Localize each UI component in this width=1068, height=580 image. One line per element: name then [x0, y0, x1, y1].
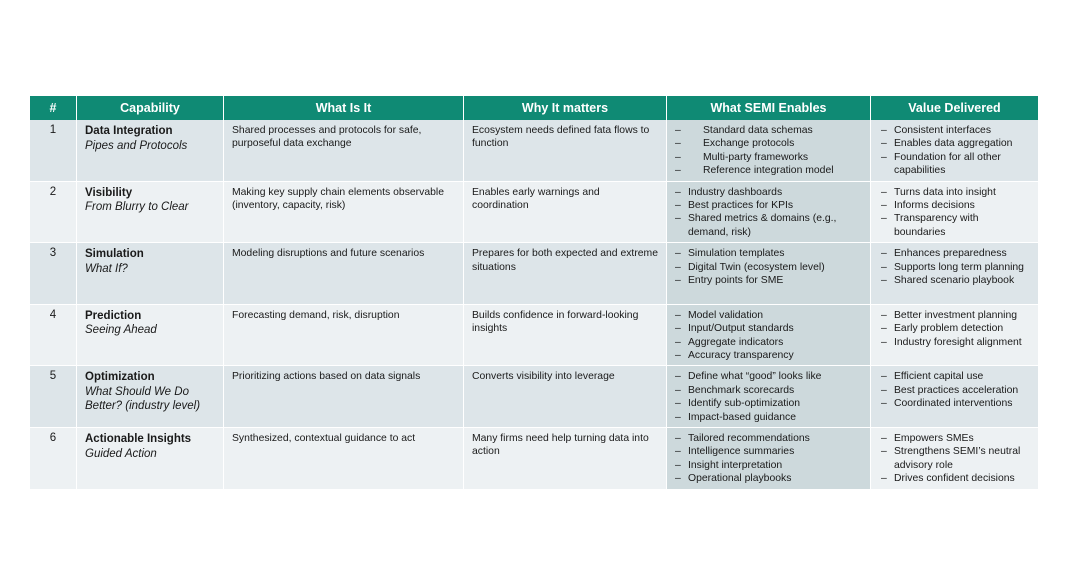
- value-delivered-list: [879, 309, 1030, 349]
- list-item: – Supports long term planning: [879, 261, 1030, 274]
- list-item: – Reference integration model: [673, 164, 862, 177]
- list-item: – Turns data into insight: [879, 186, 1030, 199]
- list-item: – Impact-based guidance: [673, 411, 862, 424]
- semi-enables-cell: [667, 366, 871, 428]
- semi-enables-cell: [667, 428, 871, 490]
- list-item: – Industry dashboards: [673, 186, 862, 199]
- capability-cell: [77, 305, 224, 367]
- semi-enables-list: [673, 186, 862, 240]
- why-it-matters-cell: Ecosystem needs defined fata flows to function: [464, 120, 667, 182]
- row-number-cell: 4: [30, 305, 77, 367]
- semi-enables-cell: [667, 243, 871, 305]
- why-it-matters-cell: Builds confidence in forward-looking insights: [464, 305, 667, 367]
- list-item: – Shared metrics & domains (e.g., demand, risk): [673, 212, 862, 239]
- semi-enables-cell: [667, 305, 871, 367]
- list-item: – Drives confident decisions: [879, 472, 1030, 485]
- capability-subtitle: Seeing Ahead: [85, 324, 157, 337]
- capability-title: Simulation: [85, 248, 144, 261]
- header-capability: Capability: [77, 96, 224, 120]
- value-delivered-list: [879, 370, 1030, 410]
- list-item: – Empowers SMEs: [879, 432, 1030, 445]
- capability-cell: [77, 182, 224, 244]
- capability-table-container: [30, 96, 1038, 490]
- table-row: [30, 305, 1038, 367]
- row-number-cell: 2: [30, 182, 77, 244]
- list-item: – Best practices for KPIs: [673, 199, 862, 212]
- header-why-it-matters: Why It matters: [464, 96, 667, 120]
- list-item: – Enables data aggregation: [879, 137, 1030, 150]
- row-number-cell: 6: [30, 428, 77, 490]
- row-number-cell: 3: [30, 243, 77, 305]
- list-item: – Better investment planning: [879, 309, 1030, 322]
- list-item: – Shared scenario playbook: [879, 274, 1030, 287]
- capability-title: Data Integration: [85, 125, 173, 137]
- why-it-matters-cell: Converts visibility into leverage: [464, 366, 667, 428]
- semi-enables-list: [673, 124, 862, 178]
- header-value-delivered: Value Delivered: [871, 96, 1038, 120]
- capability-cell: [77, 366, 224, 428]
- what-is-it-cell: Forecasting demand, risk, disruption: [224, 305, 464, 367]
- list-item: – Input/Output standards: [673, 322, 862, 335]
- list-item: – Enhances preparedness: [879, 247, 1030, 260]
- table-row: [30, 182, 1038, 244]
- list-item: – Benchmark scorecards: [673, 384, 862, 397]
- semi-enables-list: [673, 247, 862, 287]
- capability-table: [30, 96, 1038, 490]
- list-item: – Informs decisions: [879, 199, 1030, 212]
- capability-subtitle: From Blurry to Clear: [85, 201, 189, 214]
- semi-enables-list: [673, 309, 862, 363]
- list-item: – Efficient capital use: [879, 370, 1030, 383]
- list-item: – Industry foresight alignment: [879, 336, 1030, 349]
- row-number-cell: 1: [30, 120, 77, 182]
- list-item: – Identify sub-optimization: [673, 397, 862, 410]
- list-item: – Transparency with boundaries: [879, 212, 1030, 239]
- value-delivered-cell: [871, 305, 1038, 367]
- value-delivered-cell: [871, 182, 1038, 244]
- table-row: [30, 243, 1038, 305]
- value-delivered-list: [879, 124, 1030, 178]
- list-item: – Strengthens SEMI’s neutral advisory role: [879, 445, 1030, 472]
- list-item: – Model validation: [673, 309, 862, 322]
- list-item: – Operational playbooks: [673, 472, 862, 485]
- list-item: – Aggregate indicators: [673, 336, 862, 349]
- list-item: – Early problem detection: [879, 322, 1030, 335]
- value-delivered-list: [879, 432, 1030, 486]
- table-row: [30, 428, 1038, 490]
- table-row: [30, 366, 1038, 428]
- value-delivered-cell: [871, 120, 1038, 182]
- table-body: [30, 120, 1038, 490]
- list-item: – Insight interpretation: [673, 459, 862, 472]
- list-item: – Multi-party frameworks: [673, 151, 862, 164]
- capability-subtitle: Pipes and Protocols: [85, 139, 188, 152]
- capability-cell: [77, 428, 224, 490]
- what-is-it-cell: Making key supply chain elements observable (inventory, capacity, risk): [224, 182, 464, 244]
- header-what-semi-enables: What SEMI Enables: [667, 96, 871, 120]
- table-row: [30, 120, 1038, 182]
- value-delivered-cell: [871, 428, 1038, 490]
- list-item: – Intelligence summaries: [673, 445, 862, 458]
- what-is-it-cell: Modeling disruptions and future scenarios: [224, 243, 464, 305]
- capability-title: Optimization: [85, 371, 155, 384]
- what-is-it-cell: Prioritizing actions based on data signals: [224, 366, 464, 428]
- capability-title: Actionable Insights: [85, 433, 192, 445]
- what-is-it-cell: Synthesized, contextual guidance to act: [224, 428, 464, 490]
- capability-title: Visibility: [85, 186, 133, 199]
- header-what-is-it: What Is It: [224, 96, 464, 120]
- list-item: – Standard data schemas: [673, 124, 862, 137]
- header-row: [30, 96, 1038, 120]
- list-item: – Coordinated interventions: [879, 397, 1030, 410]
- list-item: – Exchange protocols: [673, 137, 862, 150]
- why-it-matters-cell: Enables early warnings and coordination: [464, 182, 667, 244]
- capability-cell: [77, 120, 224, 182]
- header-number: #: [30, 96, 77, 120]
- list-item: – Digital Twin (ecosystem level): [673, 261, 862, 274]
- list-item: – Best practices acceleration: [879, 384, 1030, 397]
- value-delivered-cell: [871, 243, 1038, 305]
- list-item: – Foundation for all other capabilities: [879, 151, 1030, 178]
- capability-cell: [77, 243, 224, 305]
- capability-subtitle: What Should We Do Better? (industry level): [85, 385, 201, 413]
- value-delivered-cell: [871, 366, 1038, 428]
- capability-title: Prediction: [85, 309, 142, 322]
- why-it-matters-cell: Prepares for both expected and extreme situations: [464, 243, 667, 305]
- semi-enables-cell: [667, 182, 871, 244]
- what-is-it-cell: Shared processes and protocols for safe, purposeful data exchange: [224, 120, 464, 182]
- list-item: – Accuracy transparency: [673, 349, 862, 362]
- list-item: – Define what “good” looks like: [673, 370, 862, 383]
- row-number-cell: 5: [30, 366, 77, 428]
- list-item: – Consistent interfaces: [879, 124, 1030, 137]
- capability-subtitle: Guided Action: [85, 447, 157, 460]
- semi-enables-list: [673, 370, 862, 424]
- list-item: – Entry points for SME: [673, 274, 862, 287]
- list-item: – Simulation templates: [673, 247, 862, 260]
- value-delivered-list: [879, 247, 1030, 287]
- list-item: – Tailored recommendations: [673, 432, 862, 445]
- value-delivered-list: [879, 186, 1030, 240]
- capability-subtitle: What If?: [85, 262, 128, 275]
- why-it-matters-cell: Many firms need help turning data into action: [464, 428, 667, 490]
- semi-enables-cell: [667, 120, 871, 182]
- semi-enables-list: [673, 432, 862, 486]
